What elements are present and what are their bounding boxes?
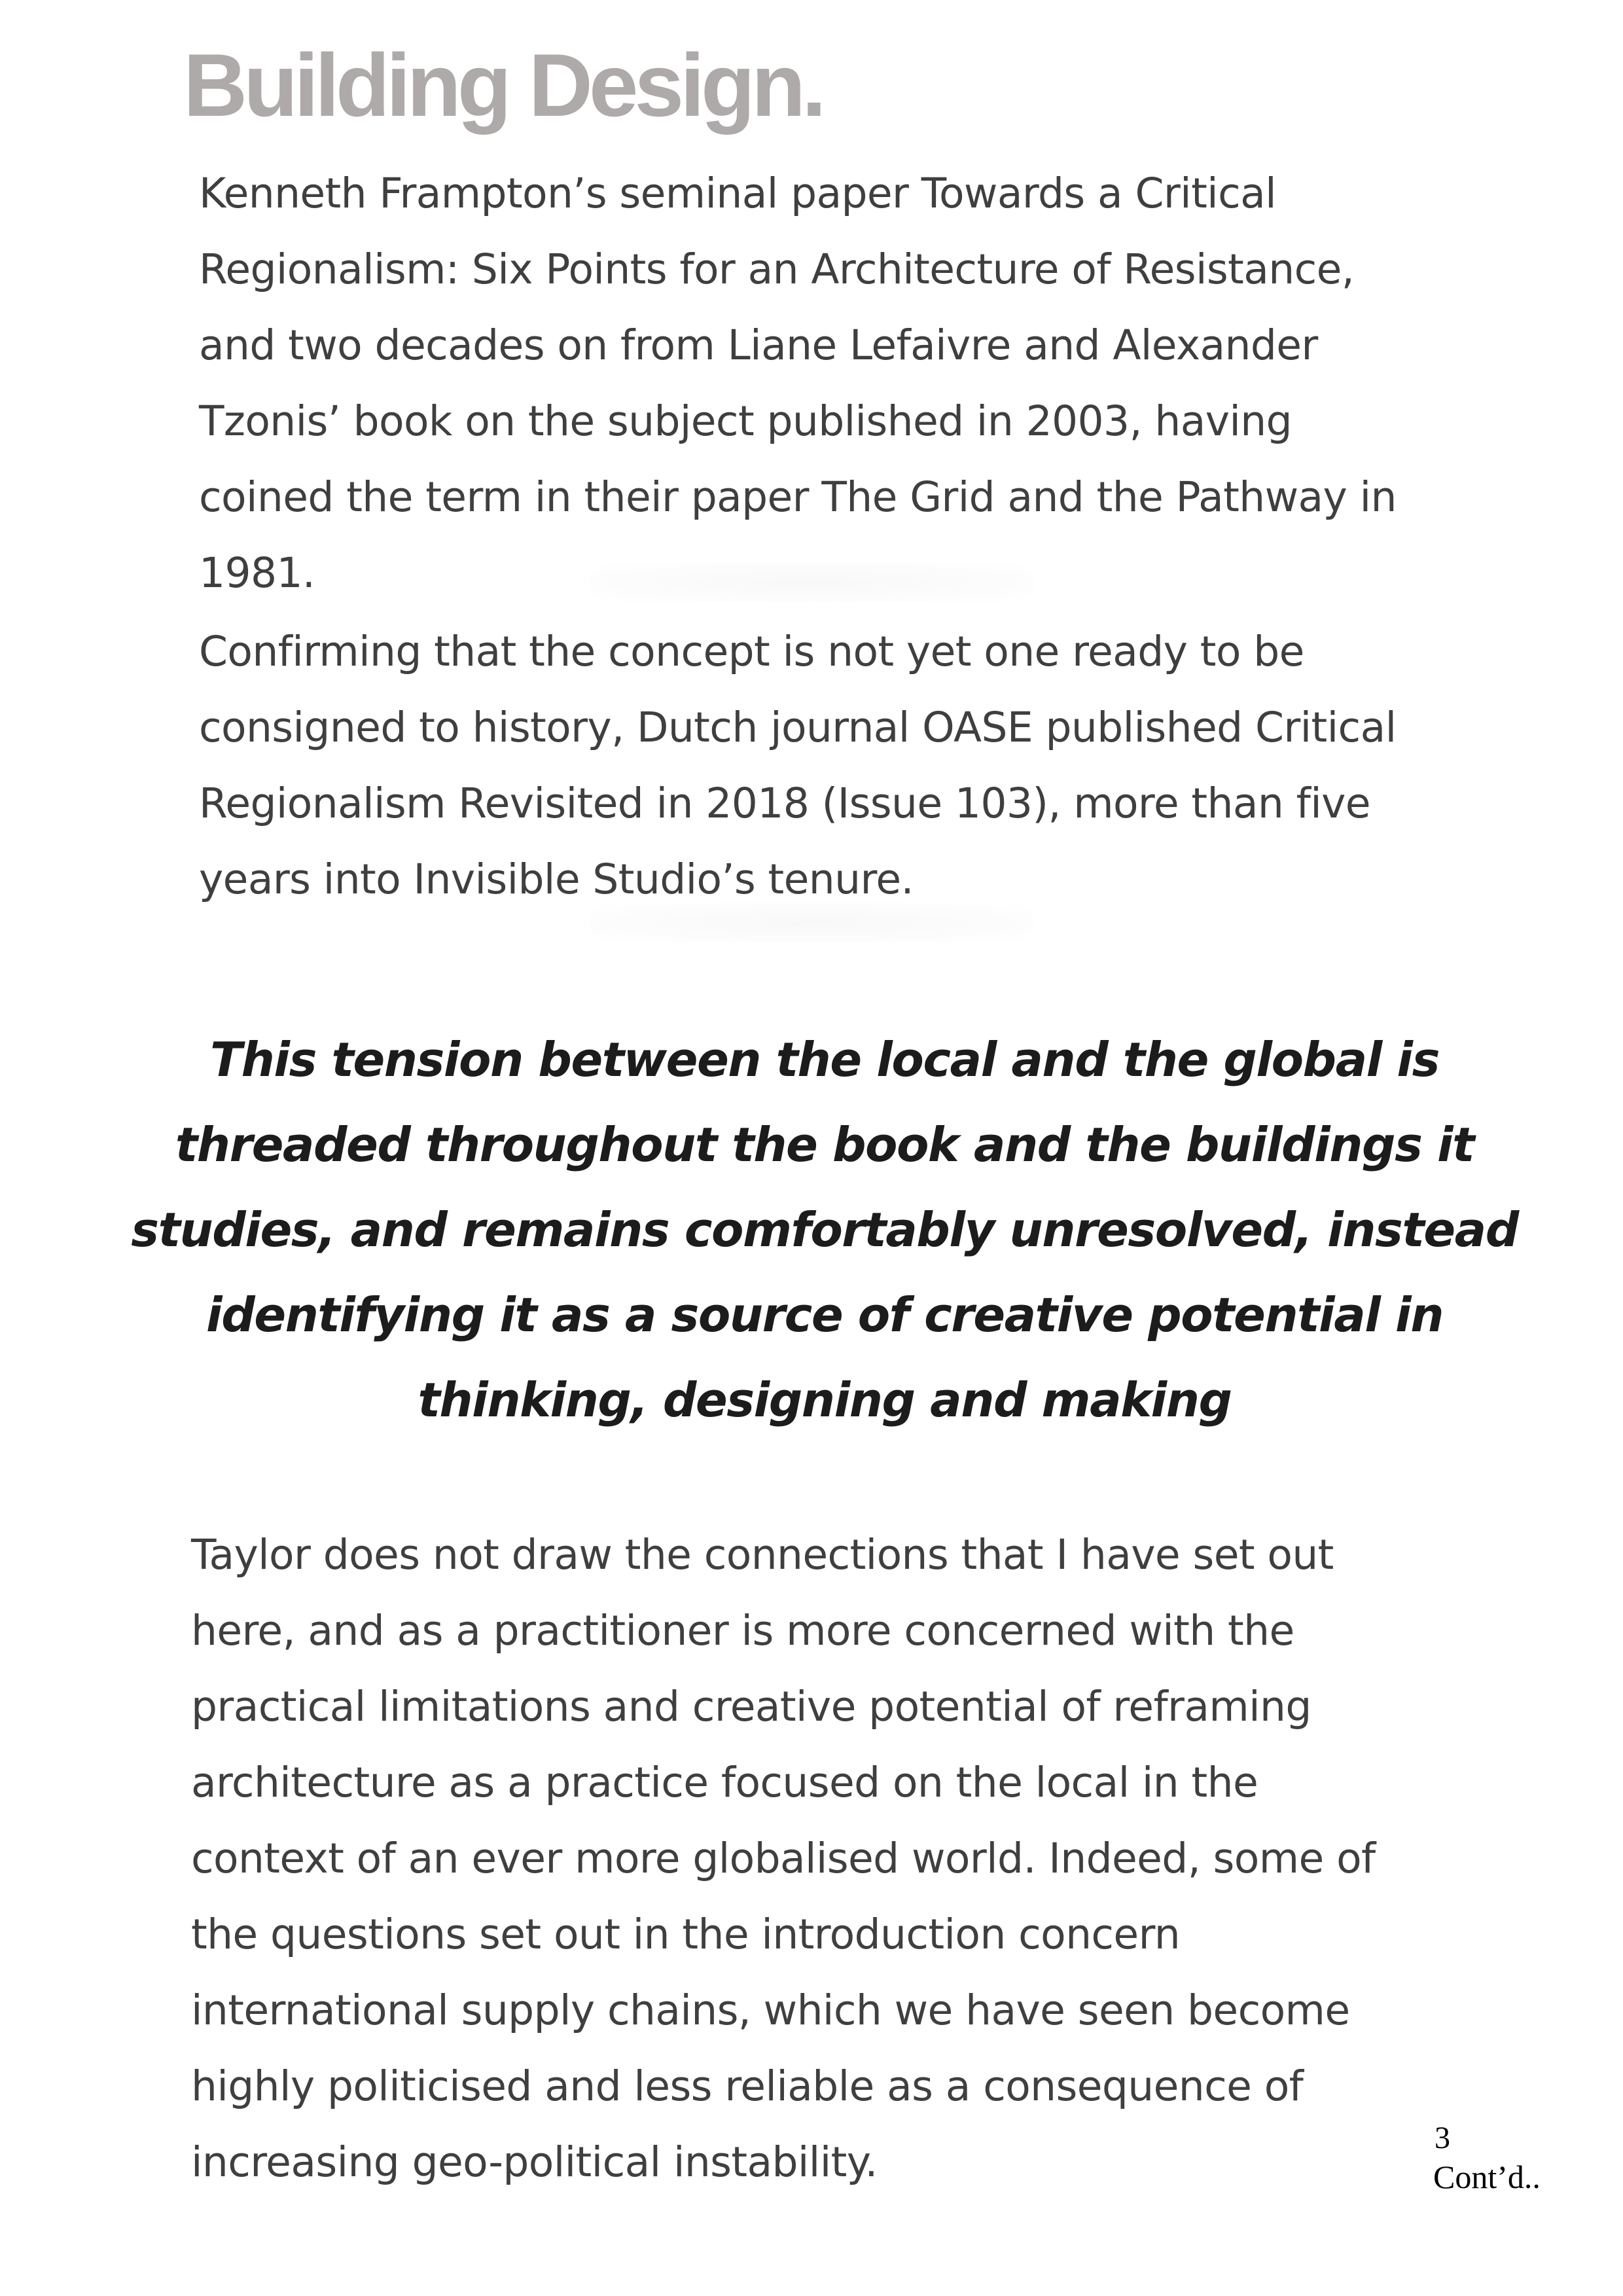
page-number: 3	[1435, 2121, 1450, 2155]
paragraph-taylor	[191, 1517, 1376, 2200]
text-line: consigned to history, Dutch journal OASE published Critical	[199, 704, 1397, 751]
text-line: coined the term in their paper The Grid and the Pathway in	[199, 473, 1397, 521]
quote-line: threaded throughout the book and the buildings it	[175, 1117, 1474, 1172]
quote-line: This tension between the local and the global is	[210, 1032, 1439, 1087]
text-line: Taylor does not draw the connections that I have set out	[191, 1531, 1334, 1579]
text-line: context of an ever more globalised world. Indeed, some of	[191, 1835, 1376, 1882]
text-line: and two decades on from Liane Lefaivre and Alexander	[199, 321, 1318, 369]
continued-note: Cont’d..	[1433, 2159, 1541, 2195]
text-line: here, and as a practitioner is more concerned with the	[191, 1607, 1294, 1655]
text-line: increasing geo-political instability.	[191, 2138, 878, 2186]
text-line: 1981.	[199, 549, 315, 597]
text-line: Tzonis’ book on the subject published in 2003, having	[199, 397, 1293, 445]
text-line: international supply chains, which we have seen become	[191, 1986, 1350, 2034]
quote-line: studies, and remains comfortably unresolved, instead	[131, 1202, 1518, 1257]
building-design-logo: Building Design.	[183, 35, 823, 135]
paragraph-frampton	[199, 156, 1397, 611]
text-line: Confirming that the concept is not yet one ready to be	[199, 628, 1304, 675]
text-line: architecture as a practice focused on the local in the	[191, 1759, 1258, 1806]
text-line: Regionalism: Six Points for an Architecture of Resistance,	[199, 245, 1355, 293]
text-line: highly politicised and less reliable as a consequence of	[191, 2062, 1304, 2110]
paragraph-oase	[199, 614, 1397, 918]
text-line: years into Invisible Studio’s tenure.	[199, 855, 914, 903]
quote-line: thinking, designing and making	[418, 1372, 1232, 1427]
text-line: Regionalism Revisited in 2018 (Issue 103), more than five	[199, 780, 1370, 827]
text-line: the questions set out in the introduction concern	[191, 1910, 1181, 1958]
text-line: practical limitations and creative potential of reframing	[191, 1683, 1311, 1731]
text-line: Kenneth Frampton’s seminal paper Towards a Critical	[199, 170, 1277, 217]
quote-line: identifying it as a source of creative potential in	[206, 1287, 1443, 1342]
pull-quote	[131, 1017, 1518, 1443]
